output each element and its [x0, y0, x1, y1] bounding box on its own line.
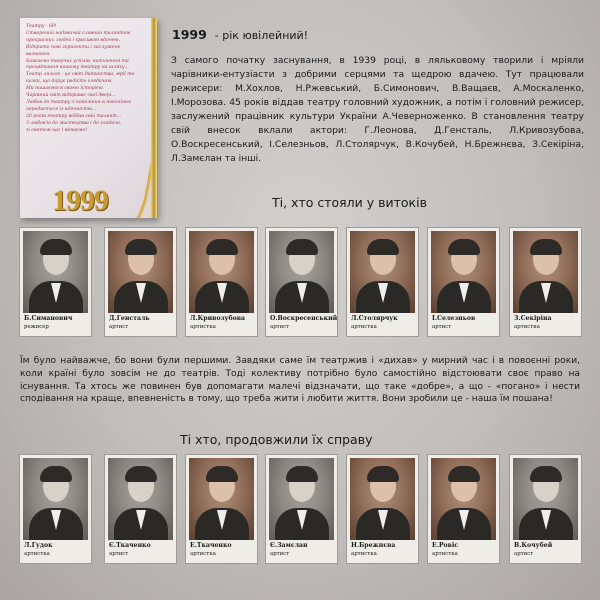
portrait-hair	[125, 466, 157, 482]
portrait-name: Б.Симанович	[24, 315, 73, 322]
portrait-hair	[367, 466, 399, 482]
portrait-hair	[206, 239, 238, 255]
portrait-role: артистка	[190, 551, 216, 557]
portrait-role: артистка	[432, 551, 458, 557]
portrait-photo	[23, 458, 88, 540]
portrait-role: артист	[109, 551, 129, 557]
portrait-name: Л.Кривозубова	[190, 315, 246, 322]
anniversary-book-cover	[20, 18, 157, 218]
portrait-role: режисер	[24, 324, 49, 330]
portrait-name: Є.Ткаченко	[109, 542, 151, 549]
portrait-name: Є.Замєлан	[270, 542, 308, 549]
portrait-role: артист	[432, 324, 452, 330]
portrait-role: артистка	[514, 324, 540, 330]
portrait-role: артистка	[24, 551, 50, 557]
portrait-name: Д.Генсталь	[109, 315, 150, 322]
portrait-card	[20, 228, 91, 336]
portrait-photo	[189, 458, 254, 540]
portrait-hair	[40, 466, 72, 482]
portrait-name: Е.Ровіс	[432, 542, 459, 549]
portrait-hair	[530, 239, 562, 255]
book-gold-edge	[151, 18, 157, 218]
book-handwritten-text: Театру - 60! Створений надзвичай славний талантом прекрасних людей і красивою вдачею. Відкрито нові горизонти і заслужене визнання. Бажаємо творчих успіхів, натхнення та процвітання нашому театру на шляху... Театр ляльок - це світ дитинства, мрії та казки, що дарує радість глядачам. Ми пишаємося своєю історією. Чарівний світ відкриває свої двері... Любов до театру з покоління в покоління передається із вдячністю... 20 років театру віддав свій талант... З любов'ю до мистецтва і до глядача, зі святом нас і вітаємо!	[26, 24, 135, 133]
portrait-card	[510, 455, 581, 563]
portrait-role: артист	[109, 324, 129, 330]
portrait-photo	[431, 458, 496, 540]
portrait-photo	[513, 458, 578, 540]
portrait-hair	[448, 239, 480, 255]
portrait-photo	[108, 458, 173, 540]
portrait-hair	[286, 466, 318, 482]
portrait-card	[20, 455, 91, 563]
portrait-card	[266, 228, 337, 336]
portrait-photo	[269, 231, 334, 313]
tribute-paragraph: Їм було найважче, бо вони були першими. Завдяки саме їм театржив і «дихав» у мирний час і в повоєнні роки, коли країні було зовсім не до театрів. Тоді колективу потрібно було самостійно відстоювати своє право на існування. Та хтось же повинен був допомагати малечі відзначати, що таке «добре», а що - «погано» і нести сподівання на краще, впевненість в тому, що треба жити і любити життя. Вони зробили це - наша їм пошана!	[20, 356, 580, 405]
portrait-photo	[108, 231, 173, 313]
portrait-role: артист	[270, 551, 290, 557]
portrait-role: артистка	[351, 551, 377, 557]
portrait-role: артист	[270, 324, 290, 330]
portrait-card	[347, 228, 418, 336]
founders-title: Ті, хто стояли у витоків	[272, 195, 427, 210]
portrait-name: І.Селезньов	[432, 315, 476, 322]
history-paragraph: З самого початку заснування, в 1939 році, в ляльковому творили і мріяли чарівники-ентузіасти з добрими серцями та щедрою вдачею. Тут працювали режисери: М.Хохлов, Н.Ржевський, Б.Симонович, В.Ващаєв, А.Москаленко, І.Морозова. 45 років віддав театру головний художник, а потім і головний режисер, заслужений працівник культури України А.Чеверноженко. В становлення театру свій внесок вклали актори: Г.Леонова, Д.Генсталь, Л.Кривозубова, О.Воскресенський, І.Селезньов, Л.Столярчук, В.Кочубей, Н.Брежнєва, З.Секіріна, Л.Замєлан та інші.	[171, 55, 584, 164]
portrait-name: Л.Гудок	[24, 542, 53, 549]
portrait-photo	[23, 231, 88, 313]
portrait-hair	[448, 466, 480, 482]
portrait-card	[186, 455, 257, 563]
portrait-role: артистка	[351, 324, 377, 330]
portrait-hair	[286, 239, 318, 255]
successors-title: Ті хто, продовжили їх справу	[180, 432, 373, 447]
portrait-photo	[513, 231, 578, 313]
portrait-hair	[125, 239, 157, 255]
portrait-name: О.Воскресенський	[270, 315, 338, 322]
portrait-name: В.Кочубей	[514, 542, 553, 549]
portrait-card	[510, 228, 581, 336]
portrait-card	[428, 228, 499, 336]
portrait-photo	[431, 231, 496, 313]
portrait-card	[347, 455, 418, 563]
portrait-card	[266, 455, 337, 563]
portrait-name: З.Секіріна	[514, 315, 552, 322]
portrait-photo	[269, 458, 334, 540]
portrait-name: Л.Столярчук	[351, 315, 398, 322]
portrait-hair	[206, 466, 238, 482]
portrait-role: артист	[514, 551, 534, 557]
portrait-name: Е.Ткаченко	[190, 542, 232, 549]
portrait-hair	[40, 239, 72, 255]
portrait-card	[105, 455, 176, 563]
heading-subtitle: - рік ювілейний!	[214, 29, 309, 42]
heading-year: 1999	[172, 27, 207, 42]
portrait-card	[428, 455, 499, 563]
portrait-role: артистка	[190, 324, 216, 330]
portrait-name: Н.Брежнєва	[351, 542, 396, 549]
portrait-photo	[350, 458, 415, 540]
portrait-card	[105, 228, 176, 336]
page-heading	[172, 27, 308, 42]
portrait-photo	[350, 231, 415, 313]
book-year: 1999	[52, 184, 108, 217]
portrait-photo	[189, 231, 254, 313]
portrait-card	[186, 228, 257, 336]
portrait-hair	[530, 466, 562, 482]
portrait-hair	[367, 239, 399, 255]
